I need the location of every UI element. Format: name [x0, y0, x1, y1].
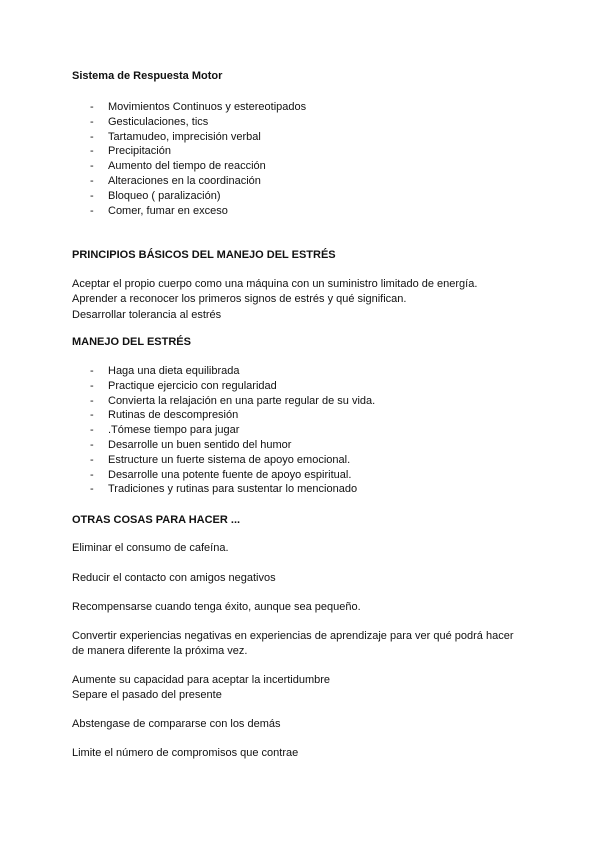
bullet-dash: - [90, 189, 94, 202]
bullet-dash: - [90, 174, 94, 187]
paragraph: Abstengase de compararse con los demás [72, 718, 281, 730]
bullet-dash: - [90, 379, 94, 392]
bullet-dash: - [90, 115, 94, 128]
principle-line: Aprender a reconocer los primeros signos de estrés y qué significan. [72, 293, 407, 306]
paragraph-line: de manera diferente la próxima vez. [72, 645, 248, 658]
principle-line: Desarrollar tolerancia al estrés [72, 308, 222, 321]
principles-paragraph [72, 277, 477, 323]
paragraph-line: Aumente su capacidad para aceptar la incertidumbre [72, 674, 331, 686]
paragraph-line: Convertir experiencias negativas en experiencias de aprendizaje para ver qué podrá hacer [72, 630, 514, 642]
bullet-dash: - [90, 101, 94, 113]
section-title-principios: PRINCIPIOS BÁSICOS DEL MANEJO DEL ESTRÉS [72, 249, 336, 261]
bullet-dash: - [90, 130, 94, 143]
paragraph: Reducir el contacto con amigos negativos [72, 572, 276, 584]
bullet-dash: - [90, 468, 94, 481]
paragraph [72, 629, 514, 660]
paragraph [72, 673, 330, 704]
bullet-dash: - [90, 483, 94, 496]
bullet-dash: - [90, 145, 94, 158]
section-title-manejo: MANEJO DEL ESTRÉS [72, 336, 191, 348]
bullet-dash: - [90, 160, 94, 173]
principle-line: Aceptar el propio cuerpo como una máquina con un suministro limitado de energía. [72, 278, 478, 290]
document-page: Sistema de Respuesta Motor - Movimientos Continuos y estereotipados - Gesticulaciones, tics - Tartamudeo, imprecisión verbal - Precipitación - Aumento del tiempo de reacción - Alteraciones en la coordinación - Bloqueo ( paralización) - Comer, fumar en exceso PRINCIPIOS BÁSICOS DEL MANEJO DEL ESTRÉS Aceptar el propio cuerpo como una máquina con un suministro limitado de energía. Aprender a reconocer los primeros signos de estrés y qué significan. Desarrollar tolerancia al estrés MANEJO DEL ESTRÉS - Haga una dieta equilibrada - Practique ejercicio con regularidad - Convierta la relajación en una parte regular de su vida. - Rutinas de descompresión - .Tómese tiempo para jugar - Desarrolle un buen sentido del humor - Estructure un fuerte sistema de apoyo emocional. - Desarrolle una potente fuente de apoyo espiritual. - Tradiciones y rutinas para sustentar lo mencionado OTRAS COSAS PARA HACER ... Eliminar el consumo de cafeína. Reducir el contacto con amigos negativos Recompensarse cuando tenga éxito, aunque sea pequeño. Convertir experiencias negativas en experiencias de aprendizaje para ver qué podrá hacer de manera diferente la próxima vez. Aumente su capacidad para aceptar la incertidumbre Separe el pasado del presente Abstengase de compararse con los demás Limite el número de compromisos que contrae [0, 0, 600, 848]
bullet-dash: - [90, 365, 94, 377]
bullet-dash: - [90, 438, 94, 451]
bullet-dash: - [90, 409, 94, 422]
paragraph: Eliminar el consumo de cafeína. [72, 542, 229, 554]
section-title-otras-cosas: OTRAS COSAS PARA HACER ... [72, 514, 241, 526]
section-title-respuesta-motor: Sistema de Respuesta Motor [72, 70, 223, 82]
bullet-dash: - [90, 394, 94, 407]
bullet-dash: - [90, 453, 94, 466]
bullet-dash: - [90, 424, 94, 437]
paragraph: Recompensarse cuando tenga éxito, aunque sea pequeño. [72, 601, 361, 613]
bullet-dash: - [90, 204, 94, 217]
paragraph-line: Separe el pasado del presente [72, 689, 222, 702]
paragraph: Limite el número de compromisos que contrae [72, 747, 299, 759]
